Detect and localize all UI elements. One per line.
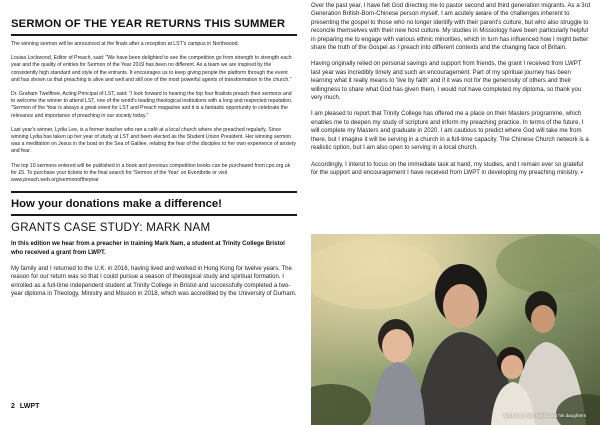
grants-rule <box>11 214 297 216</box>
family-photo-illustration <box>311 234 600 425</box>
sermon-paragraph-5: The top 10 sermons entered will be published in a book and previous competition books can be purchased from cpo.org.uk for £5. To purchase your tickets to the final search for 'Sermon of the Year' on Eventbrite or visit www.preach.web.org/sermonoftheyear <box>11 162 291 184</box>
grants-title: GRANTS CASE STUDY: MARK NAM <box>11 221 211 235</box>
left-column <box>11 12 297 304</box>
right-paragraph-3: I am pleased to report that Trinity College has offered me a place on their Masters programme, which enables me to deepen my study of scripture and inform my preaching practice. In terms of the future, I will complete my Masters and graduate in 2020. I am cautious to predict where God will take me from there, but I imagine it will be serving in a church in a full-time capacity. The Chinese Church network is a realistic option, but I am also open to serving in a local church. <box>311 111 589 152</box>
donations-rule <box>11 191 297 193</box>
right-paragraph-2: Having originally relied on personal savings and support from friends, the grant I received from LWPT last year was incredibly timely and such an encouragement. Part of my spiritual journey has been learning what it really means to 'live by faith' and if it was not for the generosity of others and their willingness to share what God has given them, I would not have completed my diploma, so thank you very much. <box>311 61 582 102</box>
publication-name: LWPT <box>19 403 40 410</box>
sermon-paragraph-3: Dr. Graham Twelftree, Acting Principal of LST, said: "I look forward to hearing the top four finalists preach their sermons and to welcome the winner to attend LST, one of the world's leading theological institutions with a long and respected reputation. "Sermon of the Year is always a great event for LST and Preach magazine and it is a fantastic opportunity to celebrate the relevance and importance of preaching in our society today." <box>11 91 293 119</box>
right-paragraph-1: Over the past year, I have felt God directing me to pastor second and third generation migrants. As a 3rd Generation British-Born-Chinese person myself, I am acutely aware of the challenges inherent to presenting the gospel to those who no longer identify with their parent's culture, but who also struggle to reconcile themselves with their new host culture. My studies in Missiology have been particularly helpful in preparing me to engage with various ethnic minorities, which in turn has influenced how I might better share the truth of the Gospel as I preach into different contexts and the changing face of Britain. <box>311 3 590 52</box>
right-column <box>311 2 591 185</box>
right-paragraph-4: Accordingly, I intend to focus on the immediate task at hand, my studies, and I remain ever so grateful for the support and encouragement I have received from LWPT in developing my preaching ministry. ▪ <box>311 161 584 176</box>
sermon-paragraph-1: The winning sermon will be announced at the finals after a reception at LST's campus in Northwood. <box>11 41 239 47</box>
grants-intro: In this edition we hear from a preacher in training Mark Nam, a student at Trinity College Bristol who received a grant from LWPT. <box>11 241 285 256</box>
page-number: 2 <box>11 403 15 410</box>
page-footer <box>11 403 44 410</box>
sermon-paragraph-2: Louisa Lockwood, Editor of Preach, said: "We have been delighted to see the competition go from strength to strength each year and the quality of entries for Sermon of the Year 2019 has been no different. As a team we are inspired by the consistently high standard and style of the entrants. It encourages us to keep giving people the platform through the event and has shown us that preaching is alive and well and still one of the most powerful agents of transformation in the church." <box>11 55 292 83</box>
donations-heading: How your donations make a difference! <box>11 198 222 211</box>
sermon-title-rule <box>11 34 297 36</box>
family-photo <box>311 234 600 425</box>
sermon-paragraph-4: Last year's winner, Lydia Lee, is a former teacher who ran a café at a local church where she preached regularly. Since winning Lydia has taken up her year of study at LST and been elected as the Student Union President. Her winning sermon was a meditation on Jesus in the boat on the Sea of Galilee, relating the fear of the disciples to her own experience of anxiety and fear. <box>11 126 296 155</box>
photo-caption: Mark Nam with Kaylin and his daughters <box>503 413 586 418</box>
grants-paragraph-1: My family and I returned to the U.K. in 2016, having lived and worked in Hong Kong for twelve years. The reason for our return was so that I could pursue a season of theological study and spiritual formation. I enrolled as a full-time independent student at Trinity College in Bristol and successfully completed a two-year diploma in Theology, Ministry and Mission in 2018, which was accredited by the University of Durham. <box>11 265 297 298</box>
sermon-title: SERMON OF THE YEAR RETURNS THIS SUMMER <box>11 18 286 30</box>
